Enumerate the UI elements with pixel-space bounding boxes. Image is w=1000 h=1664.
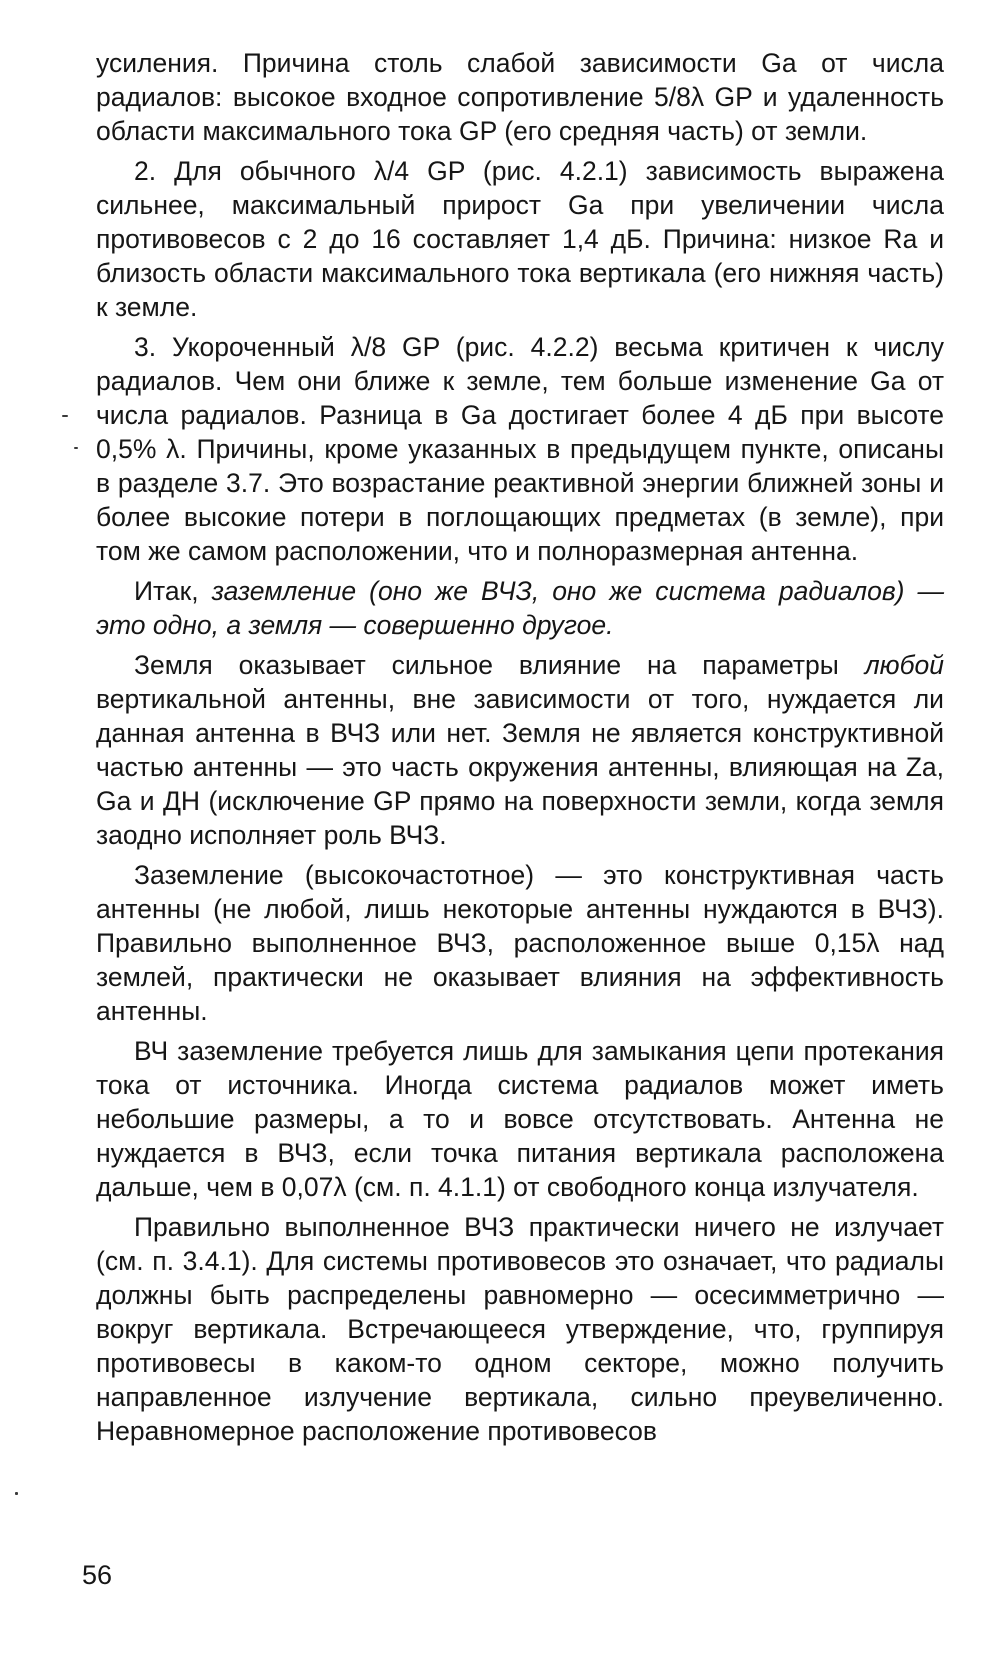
paragraph-4-summary <box>96 574 944 642</box>
page-number: 56 <box>82 1560 113 1590</box>
paragraph-8: Правильно выполненное ВЧЗ практически ничего не излучает (см. п. 3.4.1). Для системы противовесов это означает, что радиалы должны быть распределены равномерно — осесимметрично — вокруг вертикала. Встречающееся утверждение, что, группируя противовесы в каком-то одном секторе, можно получить направленное излучение вертикала, сильно преувеличенно. Неравномерное расположение противовесов <box>96 1212 944 1446</box>
scan-speck <box>74 447 78 449</box>
paragraph-4-emphasis: заземление (оно же ВЧЗ, оно же система радиалов) — это одно, а земля — совершенно другое. <box>96 576 944 640</box>
paragraph-6: Заземление (высокочастотное) — это конструктивная часть антенны (не любой, лишь некоторые антенны нуждаются в ВЧЗ). Правильно выполненное ВЧЗ, расположенное выше 0,15λ над землей, практически не оказывает влияния на эффективность антенны. <box>96 860 944 1026</box>
scan-speck <box>15 1492 18 1495</box>
paragraph-1: усиления. Причина столь слабой зависимости Ga от числа радиалов: высокое входное сопротивление 5/8λ GP и удаленность области максимального тока GP (его средняя часть) от земли. <box>96 48 944 146</box>
paragraph-5-emphasis: любой <box>864 650 944 680</box>
paragraph-5 <box>96 648 944 852</box>
paragraph-4-lead: Итак, <box>134 576 199 606</box>
scan-speck <box>62 415 68 417</box>
paragraph-3: 3. Укороченный λ/8 GP (рис. 4.2.2) весьма критичен к числу радиалов. Чем они ближе к земле, тем больше изменение Ga от числа радиалов. Разница в Ga достигает более 4 дБ при высоте 0,5% λ. Причины, кроме указанных в предыдущем пункте, описаны в разделе 3.7. Это возрастание реактивной энергии ближней зоны и более высокие потери в поглощающих предметах (в земле), при том же самом расположении, что и полноразмерная антенна. <box>96 332 944 566</box>
paragraph-5-rest: вертикальной антенны, вне зависимости от того, нуждается ли данная антенна в ВЧЗ или нет. Земля не является конструктивной частью антенны — это часть окружения антенны, влияющая на Za, Ga и ДН (исключение GP прямо на поверхности земли, когда земля заодно исполняет роль ВЧЗ. <box>96 684 944 850</box>
paragraph-2: 2. Для обычного λ/4 GP (рис. 4.2.1) зависимость выражена сильнее, максимальный прирост Ga при увеличении числа противовесов с 2 до 16 составляет 1,4 дБ. Причина: низкое Ra и близость области максимального тока вертикала (его нижняя часть) к земле. <box>96 156 944 322</box>
paragraph-7: ВЧ заземление требуется лишь для замыкания цепи протекания тока от источника. Иногда система радиалов может иметь небольшие размеры, а то и вовсе отсутствовать. Антенна не нуждается в ВЧЗ, если точка питания вертикала расположена дальше, чем в 0,07λ (см. п. 4.1.1) от свободного конца излучателя. <box>96 1036 944 1202</box>
page-body <box>96 46 944 1448</box>
paragraph-5-lead: Земля оказывает сильное влияние на параметры <box>134 650 839 680</box>
